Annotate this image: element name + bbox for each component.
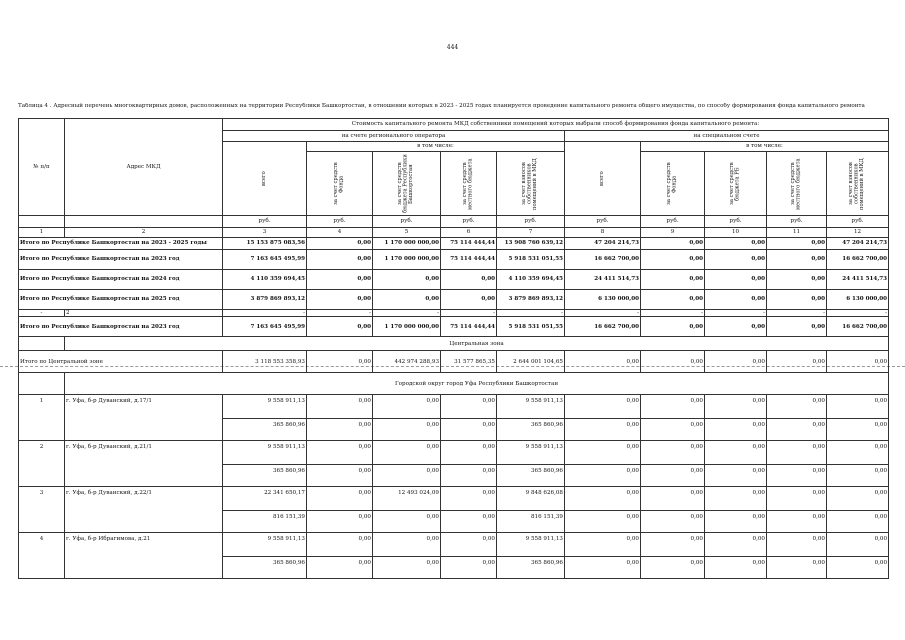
cell: 0,00: [767, 250, 827, 270]
cell: 1 170 000 000,00: [373, 250, 441, 270]
cell: 6 130 000,00: [565, 290, 641, 310]
cell: 7 163 645 495,99: [223, 317, 307, 337]
page-number: 444: [446, 44, 459, 51]
summary-label: Итого по Республике Башкортостан на 2023 - 2025 годы: [19, 238, 223, 250]
summary-label: Итого по Республике Башкортостан на 2024 год: [19, 270, 223, 290]
summary-row: [19, 238, 889, 250]
header-cost-title: Стоимость капитального ремонта МКД собственники помещений которых выбрали способ формирования фонда капитального ремонта:: [223, 119, 889, 131]
col-number: 10: [705, 228, 767, 238]
cell: -: [565, 310, 641, 317]
cell: 0,00: [373, 419, 441, 441]
header-fund-special: за счет средств Фонда: [641, 152, 705, 216]
unit: руб.: [373, 216, 441, 228]
zone-title-row: [19, 337, 889, 351]
cell: 0,00: [307, 290, 373, 310]
cell: 365 860,96: [497, 419, 565, 441]
cell: 0,00: [373, 395, 441, 419]
column-numbers-row: [19, 228, 889, 238]
cell: 0,00: [565, 511, 641, 533]
cell: 0,00: [641, 290, 705, 310]
cell: 0,00: [705, 533, 767, 557]
cell: -: [767, 310, 827, 317]
cell: 0,00: [827, 351, 889, 373]
cell: 6 130 000,00: [827, 290, 889, 310]
house-number: 3: [19, 487, 65, 533]
cell: 9 558 911,13: [497, 441, 565, 465]
cell: 0,00: [767, 419, 827, 441]
house-number: 2: [19, 441, 65, 487]
cell: 0,00: [641, 317, 705, 337]
cell: 22 341 650,17: [223, 487, 307, 511]
cell: 0,00: [641, 395, 705, 419]
cell: 0,00: [827, 511, 889, 533]
unit: руб.: [565, 216, 641, 228]
cell: 0,00: [441, 511, 497, 533]
cell: -: [373, 310, 441, 317]
zone-total-row: [19, 351, 889, 373]
cell: 9 558 911,13: [223, 441, 307, 465]
cell: 0,00: [767, 533, 827, 557]
zone-total-label: Итого по Центральной зоне: [19, 351, 223, 373]
cell: -: [705, 310, 767, 317]
cell: -: [307, 310, 373, 317]
dash-row: [19, 310, 889, 317]
cell: 0,00: [641, 533, 705, 557]
cell: 0,00: [767, 351, 827, 373]
house-number: 4: [19, 533, 65, 579]
cell: 0,00: [373, 533, 441, 557]
cell: 0,00: [641, 238, 705, 250]
cell: 75 114 444,44: [441, 317, 497, 337]
cell: 0,00: [705, 511, 767, 533]
cell: 0,00: [307, 487, 373, 511]
header-rb-budget: за счет средств бюджета Республики Башкортостан: [373, 152, 441, 216]
cell: 0,00: [767, 487, 827, 511]
cell: 0,00: [307, 317, 373, 337]
cell: 0,00: [767, 557, 827, 579]
cell: 0,00: [307, 270, 373, 290]
cell: 0,00: [565, 557, 641, 579]
header-address: Адрес МКД: [65, 119, 223, 216]
cell: 0,00: [565, 441, 641, 465]
unit: руб.: [441, 216, 497, 228]
cell: 0,00: [565, 533, 641, 557]
header-owners-special: за счет взносов собственников помещений в МКД: [827, 152, 889, 216]
cell: 24 411 514,73: [565, 270, 641, 290]
unit: руб.: [307, 216, 373, 228]
cell: 0,00: [373, 465, 441, 487]
header-special: на специальном счете: [565, 131, 889, 142]
cell: 0,00: [641, 487, 705, 511]
col-number: 2: [65, 228, 223, 238]
cell: -: [497, 310, 565, 317]
cell: 0,00: [641, 419, 705, 441]
cell: 0,00: [705, 290, 767, 310]
cell: 0,00: [565, 419, 641, 441]
cell: 1 170 000 000,00: [373, 317, 441, 337]
cell: 24 411 514,73: [827, 270, 889, 290]
cell: 365 860,96: [223, 557, 307, 579]
cell: 13 908 760 639,12: [497, 238, 565, 250]
cell: 9 848 626,08: [497, 487, 565, 511]
cell: 0,00: [641, 250, 705, 270]
cell: 0,00: [705, 270, 767, 290]
cell: 0,00: [565, 487, 641, 511]
house-address: г. Уфа, б-р Дуванский, д.22/1: [65, 487, 223, 533]
cell: 0,00: [827, 533, 889, 557]
house-address: г. Уфа, б-р Дуванский, д.21/1: [65, 441, 223, 487]
cell: 0,00: [307, 419, 373, 441]
cell: 0,00: [441, 487, 497, 511]
cell: 0,00: [767, 290, 827, 310]
cell: 9 558 911,13: [223, 533, 307, 557]
cell: 31 577 865,35: [441, 351, 497, 373]
header-num: № п/п: [19, 119, 65, 216]
zone-title: Центральная зона: [65, 337, 889, 351]
house-row: [19, 533, 889, 557]
cell: 16 662 700,00: [565, 250, 641, 270]
cell: 365 860,96: [223, 465, 307, 487]
cell: 0,00: [767, 270, 827, 290]
cell: 3 879 869 893,12: [497, 290, 565, 310]
unit: руб.: [827, 216, 889, 228]
cell: 1 170 000 000,00: [373, 238, 441, 250]
units-row: [19, 216, 889, 228]
cell: -: [641, 310, 705, 317]
cell: 2 644 001 104,65: [497, 351, 565, 373]
cell: 0,00: [705, 441, 767, 465]
col-number: 3: [223, 228, 307, 238]
unit: руб.: [767, 216, 827, 228]
cell: 16 662 700,00: [565, 317, 641, 337]
cell: 0,00: [705, 250, 767, 270]
cell: 0,00: [307, 351, 373, 373]
district-title: Городской округ город Уфа Республики Башкортостан: [65, 373, 889, 395]
cell: 16 662 700,00: [827, 250, 889, 270]
capital-repair-table: [18, 118, 889, 579]
house-row: [19, 395, 889, 419]
cell: 0,00: [827, 487, 889, 511]
house-address: г. Уфа, б-р Дуванский, д.17/1: [65, 395, 223, 441]
cell: 0,00: [441, 419, 497, 441]
cell: 0,00: [705, 465, 767, 487]
cell: 0,00: [705, 395, 767, 419]
cell: 0,00: [705, 487, 767, 511]
cell: 0,00: [307, 395, 373, 419]
cell: 0,00: [827, 465, 889, 487]
district-title-row: [19, 373, 889, 395]
cell: 0,00: [441, 395, 497, 419]
unit: руб.: [497, 216, 565, 228]
table-caption: Таблица 4 . Адресный перечень многоквартирных домов, расположенных на территории Республики Башкортостан, в отношении которых в 2023 - 2025 годах планируется проведение капитального ремонта общего имущества, по способу формирования фонда капитального ремонта: [18, 103, 865, 109]
cell: 3 879 869 893,12: [223, 290, 307, 310]
cell: 0,00: [441, 533, 497, 557]
header-total-regional: всего: [223, 142, 307, 216]
cell: 5 918 531 051,55: [497, 250, 565, 270]
cell: 0,00: [565, 395, 641, 419]
col-number: 6: [441, 228, 497, 238]
header-including-regional: в том числе:: [307, 142, 565, 152]
cell: 0,00: [373, 441, 441, 465]
cell: 0,00: [565, 465, 641, 487]
cell: 365 860,96: [497, 465, 565, 487]
summary-row: [19, 270, 889, 290]
cell: 0,00: [641, 270, 705, 290]
cell: 75 114 444,44: [441, 238, 497, 250]
cell: 0,00: [705, 557, 767, 579]
col-number: 12: [827, 228, 889, 238]
cell: 0,00: [767, 465, 827, 487]
cell: 442 974 288,93: [373, 351, 441, 373]
cell: -: [223, 310, 307, 317]
cell: 47 204 214,73: [827, 238, 889, 250]
cell: 0,00: [373, 270, 441, 290]
col-number: 8: [565, 228, 641, 238]
cell: 0,00: [705, 419, 767, 441]
col-number: 1: [19, 228, 65, 238]
cell: 9 558 911,13: [497, 395, 565, 419]
summary-label: Итого по Республике Башкортостан на 2023 год: [19, 250, 223, 270]
cell: 0,00: [441, 465, 497, 487]
cell: 0,00: [827, 441, 889, 465]
cell: 0,00: [373, 511, 441, 533]
cell: 365 860,96: [497, 557, 565, 579]
year-row: [19, 317, 889, 337]
cell: 7 163 645 495,99: [223, 250, 307, 270]
header-owners: за счет взносов собственников помещений в МКД: [497, 152, 565, 216]
cell: 3 118 553 358,93: [223, 351, 307, 373]
cell: 0,00: [705, 351, 767, 373]
cell: 0,00: [827, 395, 889, 419]
cell: -: [441, 310, 497, 317]
col-number: 5: [373, 228, 441, 238]
cell: 0,00: [307, 238, 373, 250]
unit: руб.: [641, 216, 705, 228]
cell: 0,00: [641, 511, 705, 533]
cell: 0,00: [307, 465, 373, 487]
cell: 0,00: [565, 351, 641, 373]
cell: 0,00: [307, 250, 373, 270]
cell: 9 558 911,13: [497, 533, 565, 557]
cell: 0,00: [307, 441, 373, 465]
cell: 0,00: [373, 557, 441, 579]
cell: 0,00: [373, 290, 441, 310]
house-row: [19, 441, 889, 465]
cell: 0,00: [767, 395, 827, 419]
header-local-special: за счет средств местного бюджета: [767, 152, 827, 216]
header-regional: на счете регионального оператора: [223, 131, 565, 142]
header-fund: за счет средств Фонда: [307, 152, 373, 216]
unit: руб.: [705, 216, 767, 228]
cell: 0,00: [441, 290, 497, 310]
cell: -: [19, 310, 65, 317]
cell: 0,00: [641, 465, 705, 487]
cell: 0,00: [827, 557, 889, 579]
summary-label: Итого по Республике Башкортостан на 2023 год: [19, 317, 223, 337]
cell: 15 153 875 083,56: [223, 238, 307, 250]
cell: 0,00: [307, 533, 373, 557]
cell: 0,00: [641, 441, 705, 465]
cell: 0,00: [307, 557, 373, 579]
cell: 9 558 911,13: [223, 395, 307, 419]
cell: 365 860,96: [223, 419, 307, 441]
cell: 4 110 359 694,45: [497, 270, 565, 290]
cell: 0,00: [767, 238, 827, 250]
cell: 16 662 700,00: [827, 317, 889, 337]
cell: 0,00: [441, 270, 497, 290]
house-row: [19, 487, 889, 511]
cell: 47 204 214,73: [565, 238, 641, 250]
cell: -: [827, 310, 889, 317]
cell: 0,00: [767, 441, 827, 465]
cell: 0,00: [827, 419, 889, 441]
cell: 0,00: [641, 557, 705, 579]
cell: 0,00: [767, 511, 827, 533]
cell: 0,00: [441, 441, 497, 465]
header-local-budget: за счет средств местного бюджета: [441, 152, 497, 216]
unit: руб.: [223, 216, 307, 228]
col-number: 11: [767, 228, 827, 238]
cell: 0,00: [705, 317, 767, 337]
cell: 816 151,39: [497, 511, 565, 533]
summary-label: Итого по Республике Башкортостан на 2025 год: [19, 290, 223, 310]
col-number: 9: [641, 228, 705, 238]
cell: 0,00: [441, 557, 497, 579]
summary-row: [19, 290, 889, 310]
cell: 5 918 531 051,55: [497, 317, 565, 337]
cell: 0,00: [767, 317, 827, 337]
cell: 0,00: [705, 238, 767, 250]
cell: 4 110 359 694,45: [223, 270, 307, 290]
col-number: 7: [497, 228, 565, 238]
cell: 75 114 444,44: [441, 250, 497, 270]
cell: 0,00: [307, 511, 373, 533]
house-number: 1: [19, 395, 65, 441]
col-number: 4: [307, 228, 373, 238]
header-including-special: в том числе:: [641, 142, 889, 152]
cell: 12 493 024,09: [373, 487, 441, 511]
header-total-special: всего: [565, 142, 641, 216]
cell: 0,00: [641, 351, 705, 373]
summary-row: [19, 250, 889, 270]
house-address: г. Уфа, б-р Ибрагимова, д.21: [65, 533, 223, 579]
cell: 816 151,39: [223, 511, 307, 533]
cell: 2: [65, 310, 223, 317]
header-rb-special: за счет средств бюджета РБ: [705, 152, 767, 216]
